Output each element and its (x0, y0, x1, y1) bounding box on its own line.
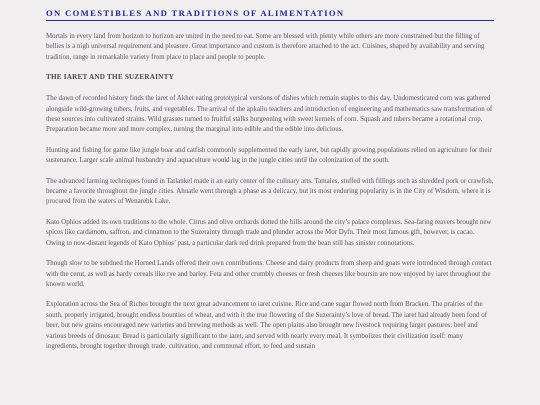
body-paragraph: Though slow to be subdued the Horned Lands offered their own contributions. Cheese and dairy products from sheep and goats were introduced through contact with the cerut, as well as hardy cereals like rye and barley. Feta and other crumbly cheeses or fresh cheeses like boursin are now enjoyed by iaret throughout the known world. (46, 259, 492, 288)
body-paragraph: The advanced farming techniques found in Tatlankel made it an early center of the culinary arts. Tamales, stuffed with fillings such as shredded pork or crawfish, became a favorite throughout the jungle cities. Ahuatle went through a phase as a delicacy, but its most enduring popularity is in the City of Wisdom, where it is procured from the waters of Wenarehk Lake. (46, 176, 494, 206)
section-heading: THE IARET AND THE SUZERAINTY (46, 73, 174, 82)
intro-paragraph: Mortals in every land from horizon to horizon are united in the need to eat. Some are blessed with plenty while others are more constrained but the filling of bellies is a nigh universal requirement and pleasure. Great importance and custom is therefore attached to the act. Cuisines, shaped by availability and serving tradition, range in remarkable variety from place to place and people to people. (46, 32, 485, 61)
title-underline (46, 20, 494, 21)
body-paragraph: Exploration across the Sea of Riches brought the next great advancement to iaret cuisine. Rice and cane sugar flowed north from Bracken. The prairies of the south, properly irrigated, brought endless bounties of wheat, and with it the true flowering of the Suzerainty’s love of bread. The iaret had already been fond of beer, but new grains encouraged new varieties and brewing methods as well. The open plains also brought new livestock requiring larger pastures: beef and various breeds of dinosaur. Bread is particularly significant to the iaret, and served with nearly every meal. It symbolizes their civilization itself: many ingredients, brought together through trade, cultivation, and communal effort, to feed and sustain (46, 300, 488, 350)
body-paragraph: Kato Ophios added its own traditions to the whole. Citrus and olive orchards dotted the hills around the city’s palace complexes. Sea-faring reavers brought new spices like cardamom, saffron, and cinnamon to the Suzerainty through trade and plunder across the Mor Dyfn. Their most famous gift, however, is cacao. Owing to now-distant legends of Kato Ophios’ past, a particular dark red drink prepared from the bean still has sinister connotations. (46, 217, 492, 247)
document-title: ON COMESTIBLES AND TRADITIONS OF ALIMENTATION (46, 8, 345, 18)
body-paragraph: The dawn of recorded history finds the iaret of Akhet eating prototypical versions of dishes which remain staples to this day. Undomesticated corn was gathered alongside wild-growing tubers, fruits, and vegetables. The arrival of the apkallu teachers and introduction of engineering and mathematics saw transformation of these sources into cultivated strains. Wild grasses turned to fruitful stalks burgeoning with sweet kernels of corn. Squash and tubers became a rotational crop. Preparation became more and more complex, turning the marginal into edible and the edible into delicious. (46, 94, 493, 134)
body-paragraph: Hunting and fishing for game like jungle boar and catfish commonly supplemented the early iaret, but rapidly growing populations relied on agriculture for their sustenance. Larger scale animal husbandry and aquaculture would lag in the jungle cities until the colonization of the south. (46, 145, 492, 165)
